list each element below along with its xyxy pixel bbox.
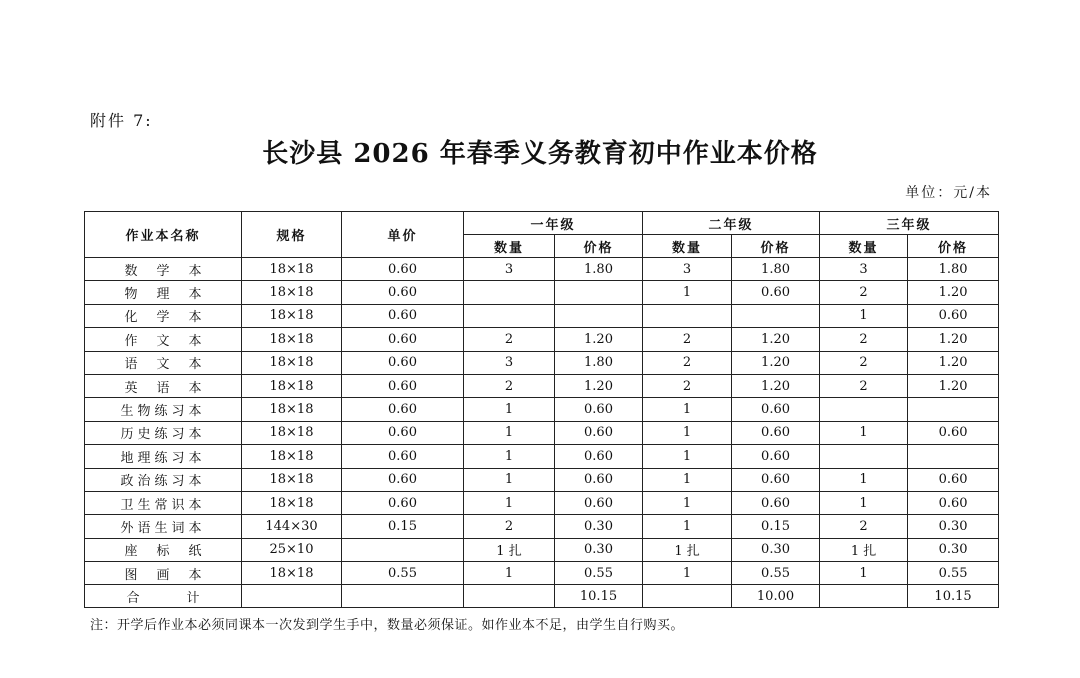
- cell-g3p: 0.60: [908, 468, 999, 491]
- cell-g3p: [908, 398, 999, 421]
- total-unit-price: [342, 585, 464, 608]
- cell-g3q: 1 扎: [820, 538, 908, 561]
- header-price: 价格: [732, 235, 820, 258]
- cell-g1p: 0.60: [555, 421, 643, 444]
- item-name: 政治练习本: [85, 468, 242, 491]
- price-table: [84, 211, 999, 608]
- cell-spec: 144×30: [242, 515, 342, 538]
- item-name: 图 画 本: [85, 562, 242, 585]
- table-body: [85, 258, 999, 585]
- cell-g3q: 2: [820, 281, 908, 304]
- table-row: [85, 304, 999, 327]
- cell-g1p: 1.20: [555, 328, 643, 351]
- table-row: [85, 398, 999, 421]
- cell-g2p: [732, 304, 820, 327]
- cell-g1p: 1.20: [555, 374, 643, 397]
- header-unit-price: 单价: [342, 212, 464, 258]
- cell-g2q: 1: [643, 468, 732, 491]
- table-row: [85, 374, 999, 397]
- item-name: 数 学 本: [85, 258, 242, 281]
- table-row: [85, 491, 999, 514]
- total-g1-qty: [464, 585, 555, 608]
- header-qty: 数量: [820, 235, 908, 258]
- cell-g3q: [820, 398, 908, 421]
- item-name: 历史练习本: [85, 421, 242, 444]
- cell-unit-price: 0.60: [342, 398, 464, 421]
- cell-g3q: 3: [820, 258, 908, 281]
- cell-g2p: 0.55: [732, 562, 820, 585]
- cell-g2p: 0.60: [732, 468, 820, 491]
- cell-spec: 18×18: [242, 258, 342, 281]
- cell-g3p: 0.30: [908, 538, 999, 561]
- total-g2-price: 10.00: [732, 585, 820, 608]
- cell-g2q: 1: [643, 562, 732, 585]
- header-grade2: 二年级: [643, 212, 820, 235]
- cell-g2q: 1: [643, 515, 732, 538]
- cell-g1p: 0.60: [555, 445, 643, 468]
- total-g2-qty: [643, 585, 732, 608]
- cell-g1q: 1: [464, 398, 555, 421]
- attachment-label: 附件 7:: [90, 111, 153, 130]
- cell-g2p: 0.60: [732, 281, 820, 304]
- item-name: 外语生词本: [85, 515, 242, 538]
- header-price: 价格: [908, 235, 999, 258]
- cell-spec: 18×18: [242, 304, 342, 327]
- cell-g2q: 1: [643, 491, 732, 514]
- page-title: 长沙县 2026 年春季义务教育初中作业本价格: [262, 139, 818, 169]
- header-name: 作业本名称: [85, 212, 242, 258]
- cell-g3p: 0.55: [908, 562, 999, 585]
- cell-g3q: [820, 445, 908, 468]
- cell-g3p: 1.20: [908, 374, 999, 397]
- cell-g2p: 0.60: [732, 421, 820, 444]
- cell-unit-price: 0.60: [342, 351, 464, 374]
- cell-g2p: 0.30: [732, 538, 820, 561]
- cell-unit-price: 0.60: [342, 281, 464, 304]
- cell-g3q: 1: [820, 468, 908, 491]
- cell-unit-price: 0.60: [342, 304, 464, 327]
- cell-spec: 18×18: [242, 281, 342, 304]
- cell-g3q: 1: [820, 562, 908, 585]
- cell-g2p: 0.60: [732, 491, 820, 514]
- cell-g2q: 2: [643, 374, 732, 397]
- cell-spec: 18×18: [242, 562, 342, 585]
- cell-g1q: 2: [464, 515, 555, 538]
- cell-spec: 18×18: [242, 491, 342, 514]
- item-name: 物 理 本: [85, 281, 242, 304]
- cell-g1p: 1.80: [555, 351, 643, 374]
- cell-g3p: 1.80: [908, 258, 999, 281]
- cell-g2q: 2: [643, 328, 732, 351]
- cell-g2p: 1.80: [732, 258, 820, 281]
- total-row: [85, 585, 999, 608]
- table-row: [85, 328, 999, 351]
- header-price: 价格: [555, 235, 643, 258]
- cell-g1q: 3: [464, 258, 555, 281]
- cell-g2q: 1: [643, 445, 732, 468]
- cell-g3q: 1: [820, 491, 908, 514]
- table-row: [85, 258, 999, 281]
- header-qty: 数量: [464, 235, 555, 258]
- unit-label: 单位：元/本: [905, 185, 992, 201]
- cell-g2q: 3: [643, 258, 732, 281]
- cell-unit-price: 0.15: [342, 515, 464, 538]
- table-row: [85, 538, 999, 561]
- header-grade3: 三年级: [820, 212, 999, 235]
- cell-g2p: 1.20: [732, 328, 820, 351]
- total-g1-price: 10.15: [555, 585, 643, 608]
- cell-g1p: 0.60: [555, 468, 643, 491]
- cell-g1q: 1: [464, 562, 555, 585]
- cell-unit-price: 0.60: [342, 374, 464, 397]
- cell-spec: 25×10: [242, 538, 342, 561]
- total-spec: [242, 585, 342, 608]
- cell-g2p: 1.20: [732, 374, 820, 397]
- cell-g1p: [555, 281, 643, 304]
- cell-g1p: 0.30: [555, 538, 643, 561]
- item-name: 生物练习本: [85, 398, 242, 421]
- table-row: [85, 351, 999, 374]
- header-spec: 规格: [242, 212, 342, 258]
- cell-g1p: 0.55: [555, 562, 643, 585]
- cell-g1q: 1: [464, 445, 555, 468]
- table-row: [85, 421, 999, 444]
- cell-g3p: 0.60: [908, 491, 999, 514]
- item-name: 语 文 本: [85, 351, 242, 374]
- table-row: [85, 562, 999, 585]
- cell-unit-price: 0.60: [342, 328, 464, 351]
- header-grade1: 一年级: [464, 212, 643, 235]
- cell-g1p: 0.30: [555, 515, 643, 538]
- cell-g3p: 0.60: [908, 304, 999, 327]
- item-name: 作 文 本: [85, 328, 242, 351]
- cell-g1q: 1: [464, 491, 555, 514]
- cell-spec: 18×18: [242, 468, 342, 491]
- cell-spec: 18×18: [242, 374, 342, 397]
- cell-spec: 18×18: [242, 351, 342, 374]
- table-row: [85, 445, 999, 468]
- cell-g1q: [464, 281, 555, 304]
- cell-g3q: 2: [820, 328, 908, 351]
- cell-spec: 18×18: [242, 421, 342, 444]
- cell-g3q: 1: [820, 421, 908, 444]
- footnote: 注：开学后作业本必须同课本一次发到学生手中，数量必须保证。如作业本不足，由学生自行购买。: [90, 618, 685, 633]
- item-name: 地理练习本: [85, 445, 242, 468]
- cell-g3p: 0.30: [908, 515, 999, 538]
- cell-g1q: 1 扎: [464, 538, 555, 561]
- table-row: [85, 468, 999, 491]
- cell-g3p: 1.20: [908, 328, 999, 351]
- cell-g3q: 2: [820, 515, 908, 538]
- cell-g2q: 1 扎: [643, 538, 732, 561]
- cell-g3q: 2: [820, 351, 908, 374]
- total-g3-price: 10.15: [908, 585, 999, 608]
- item-name: 卫生常识本: [85, 491, 242, 514]
- cell-g3q: 2: [820, 374, 908, 397]
- cell-g1q: 2: [464, 374, 555, 397]
- cell-g2p: 1.20: [732, 351, 820, 374]
- item-name: 座 标 纸: [85, 538, 242, 561]
- cell-g3p: [908, 445, 999, 468]
- cell-g3q: 1: [820, 304, 908, 327]
- cell-g2q: 1: [643, 398, 732, 421]
- cell-g1q: 2: [464, 328, 555, 351]
- cell-g1p: [555, 304, 643, 327]
- cell-g3p: 1.20: [908, 281, 999, 304]
- cell-g3p: 1.20: [908, 351, 999, 374]
- cell-g1q: [464, 304, 555, 327]
- table-row: [85, 281, 999, 304]
- cell-g2q: [643, 304, 732, 327]
- cell-g2p: 0.60: [732, 398, 820, 421]
- header-qty: 数量: [643, 235, 732, 258]
- cell-unit-price: [342, 538, 464, 561]
- cell-spec: 18×18: [242, 445, 342, 468]
- cell-unit-price: 0.60: [342, 445, 464, 468]
- cell-g2p: 0.15: [732, 515, 820, 538]
- cell-g1p: 0.60: [555, 398, 643, 421]
- cell-spec: 18×18: [242, 398, 342, 421]
- cell-g1p: 1.80: [555, 258, 643, 281]
- cell-spec: 18×18: [242, 328, 342, 351]
- cell-g2p: 0.60: [732, 445, 820, 468]
- cell-unit-price: 0.60: [342, 491, 464, 514]
- total-g3-qty: [820, 585, 908, 608]
- cell-g1p: 0.60: [555, 491, 643, 514]
- cell-unit-price: 0.60: [342, 258, 464, 281]
- total-label: 合 计: [85, 585, 242, 608]
- cell-unit-price: 0.55: [342, 562, 464, 585]
- cell-g2q: 1: [643, 281, 732, 304]
- item-name: 化 学 本: [85, 304, 242, 327]
- cell-unit-price: 0.60: [342, 468, 464, 491]
- item-name: 英 语 本: [85, 374, 242, 397]
- cell-g1q: 1: [464, 468, 555, 491]
- cell-g2q: 2: [643, 351, 732, 374]
- cell-g1q: 3: [464, 351, 555, 374]
- cell-g1q: 1: [464, 421, 555, 444]
- cell-unit-price: 0.60: [342, 421, 464, 444]
- cell-g2q: 1: [643, 421, 732, 444]
- cell-g3p: 0.60: [908, 421, 999, 444]
- table-row: [85, 515, 999, 538]
